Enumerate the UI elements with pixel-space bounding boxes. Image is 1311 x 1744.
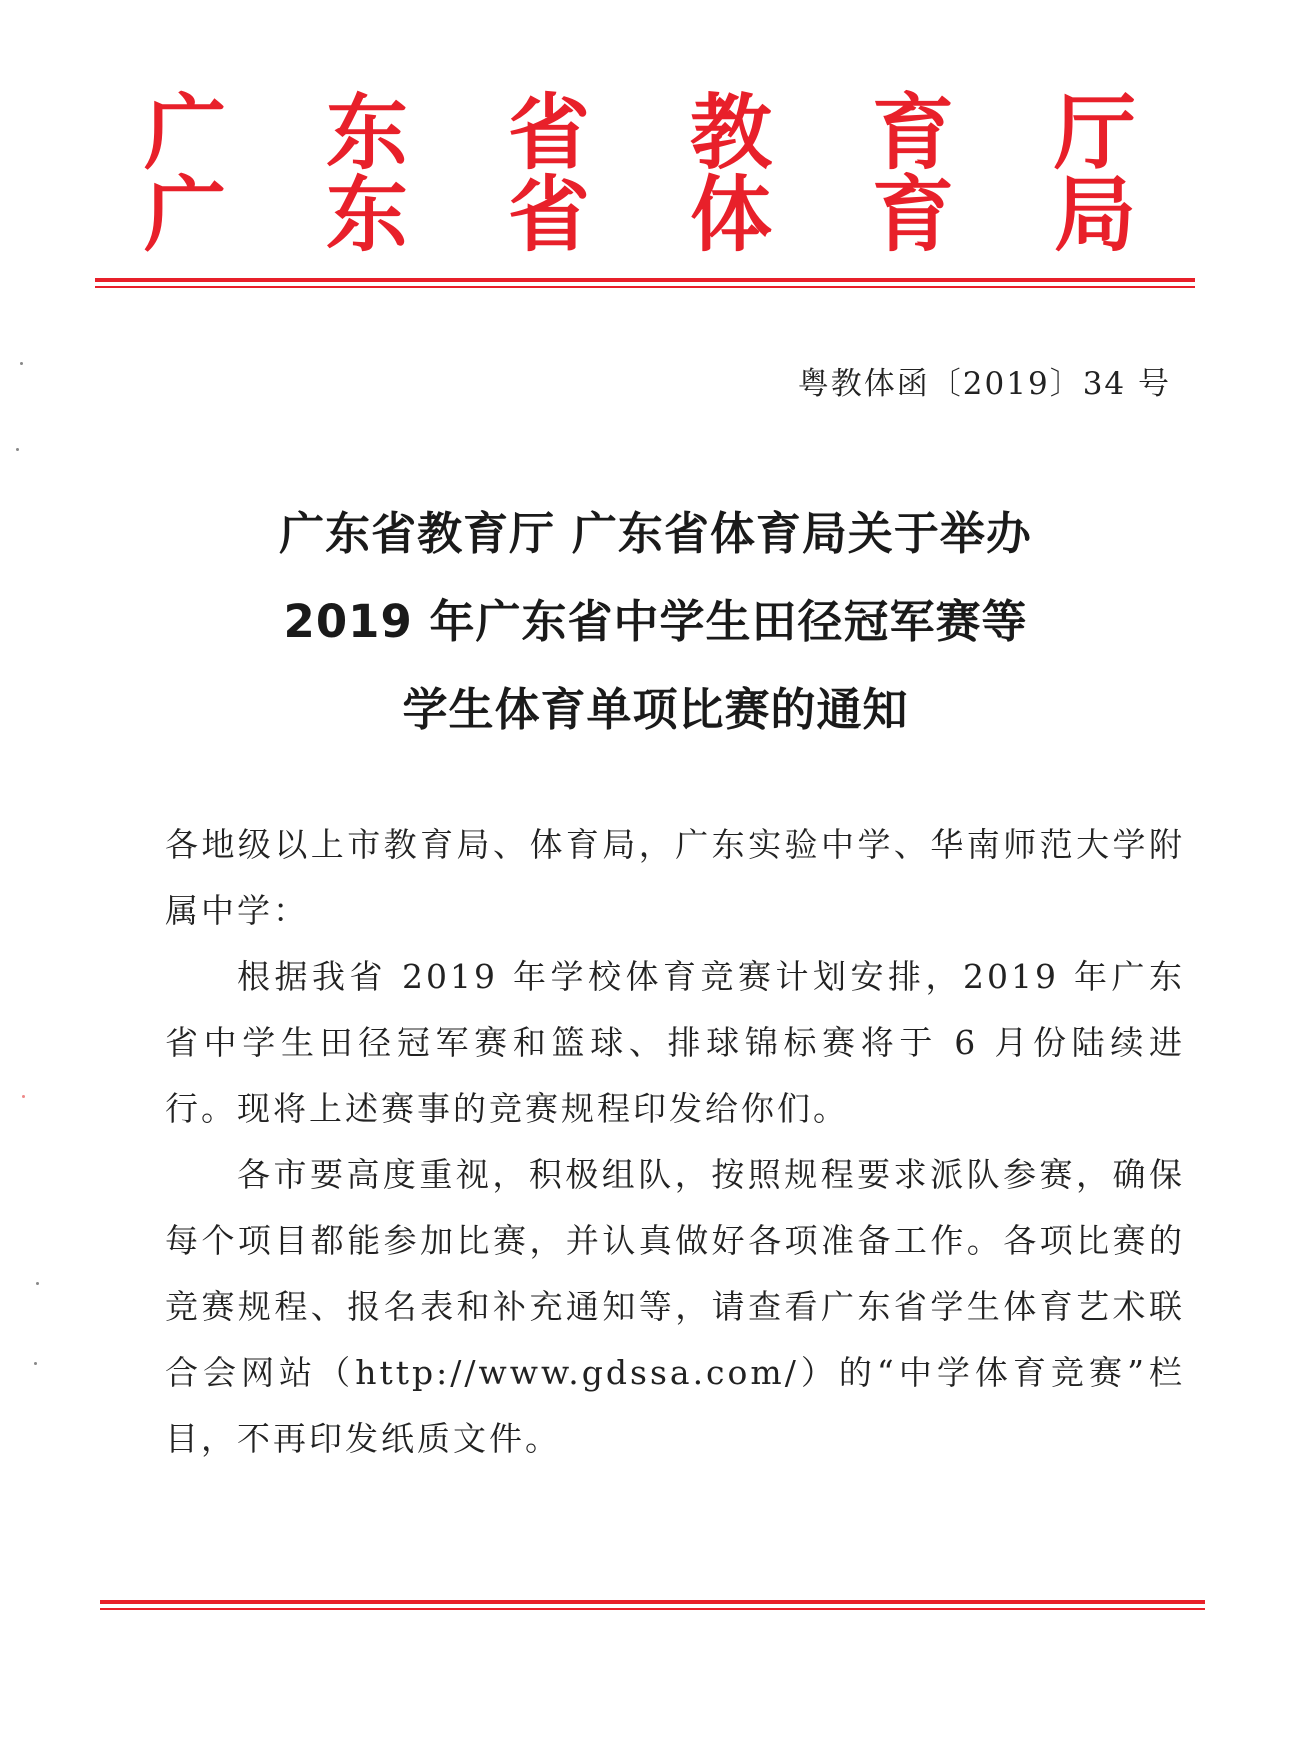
- masthead-char: 厅: [1053, 85, 1136, 181]
- masthead-char: 东: [325, 167, 408, 263]
- masthead-char: 省: [507, 85, 590, 181]
- body-paragraph: 根据我省 2019 年学校体育竞赛计划安排，2019 年广东省中学生田径冠军赛和篮球、排球锦标赛将于 6 月份陆续进行。现将上述赛事的竞赛规程印发给你们。: [165, 957, 1185, 1128]
- title-line: 广东省教育厅 广东省体育局关于举办: [279, 507, 1032, 560]
- document-body: [165, 812, 1185, 1472]
- masthead-char: 教: [689, 85, 772, 181]
- masthead-char: 广: [143, 85, 226, 181]
- scan-speck: [16, 448, 19, 451]
- masthead-char: 东: [325, 85, 408, 181]
- body-paragraph: 各市要高度重视，积极组队，按照规程要求派队参赛，确保每个项目都能参加比赛，并认真做好各项准备工作。各项比赛的竞赛规程、报名表和补充通知等，请查看广东省学生体育艺术联合会网站（http://www.gdssa.com/）的“中学体育竞赛”栏目，不再印发纸质文件。: [165, 1155, 1185, 1458]
- masthead-divider-thin: [95, 286, 1195, 288]
- footer-divider-thin: [100, 1608, 1205, 1610]
- document-title: [0, 490, 1311, 754]
- salutation: 各地级以上市教育局、体育局，广东实验中学、华南师范大学附属中学：: [165, 825, 1185, 930]
- masthead-line-sports: [140, 167, 1140, 263]
- title-line: 学生体育单项比赛的通知: [402, 683, 909, 736]
- masthead-char: 体: [689, 167, 772, 263]
- masthead-line-education: [140, 85, 1140, 181]
- masthead-divider: [95, 278, 1195, 282]
- masthead-char: 育: [871, 167, 954, 263]
- scan-speck: [34, 1362, 37, 1365]
- scan-speck: [22, 1095, 25, 1098]
- masthead-char: 局: [1053, 167, 1136, 263]
- footer-divider: [100, 1600, 1205, 1604]
- masthead-char: 省: [507, 167, 590, 263]
- scan-speck: [36, 1282, 39, 1285]
- document-number: 粤教体函〔2019〕34 号: [797, 366, 1171, 402]
- scan-speck: [20, 362, 23, 365]
- masthead-char: 广: [143, 167, 226, 263]
- title-line: 2019 年广东省中学生田径冠军赛等: [283, 595, 1028, 648]
- masthead-char: 育: [871, 85, 954, 181]
